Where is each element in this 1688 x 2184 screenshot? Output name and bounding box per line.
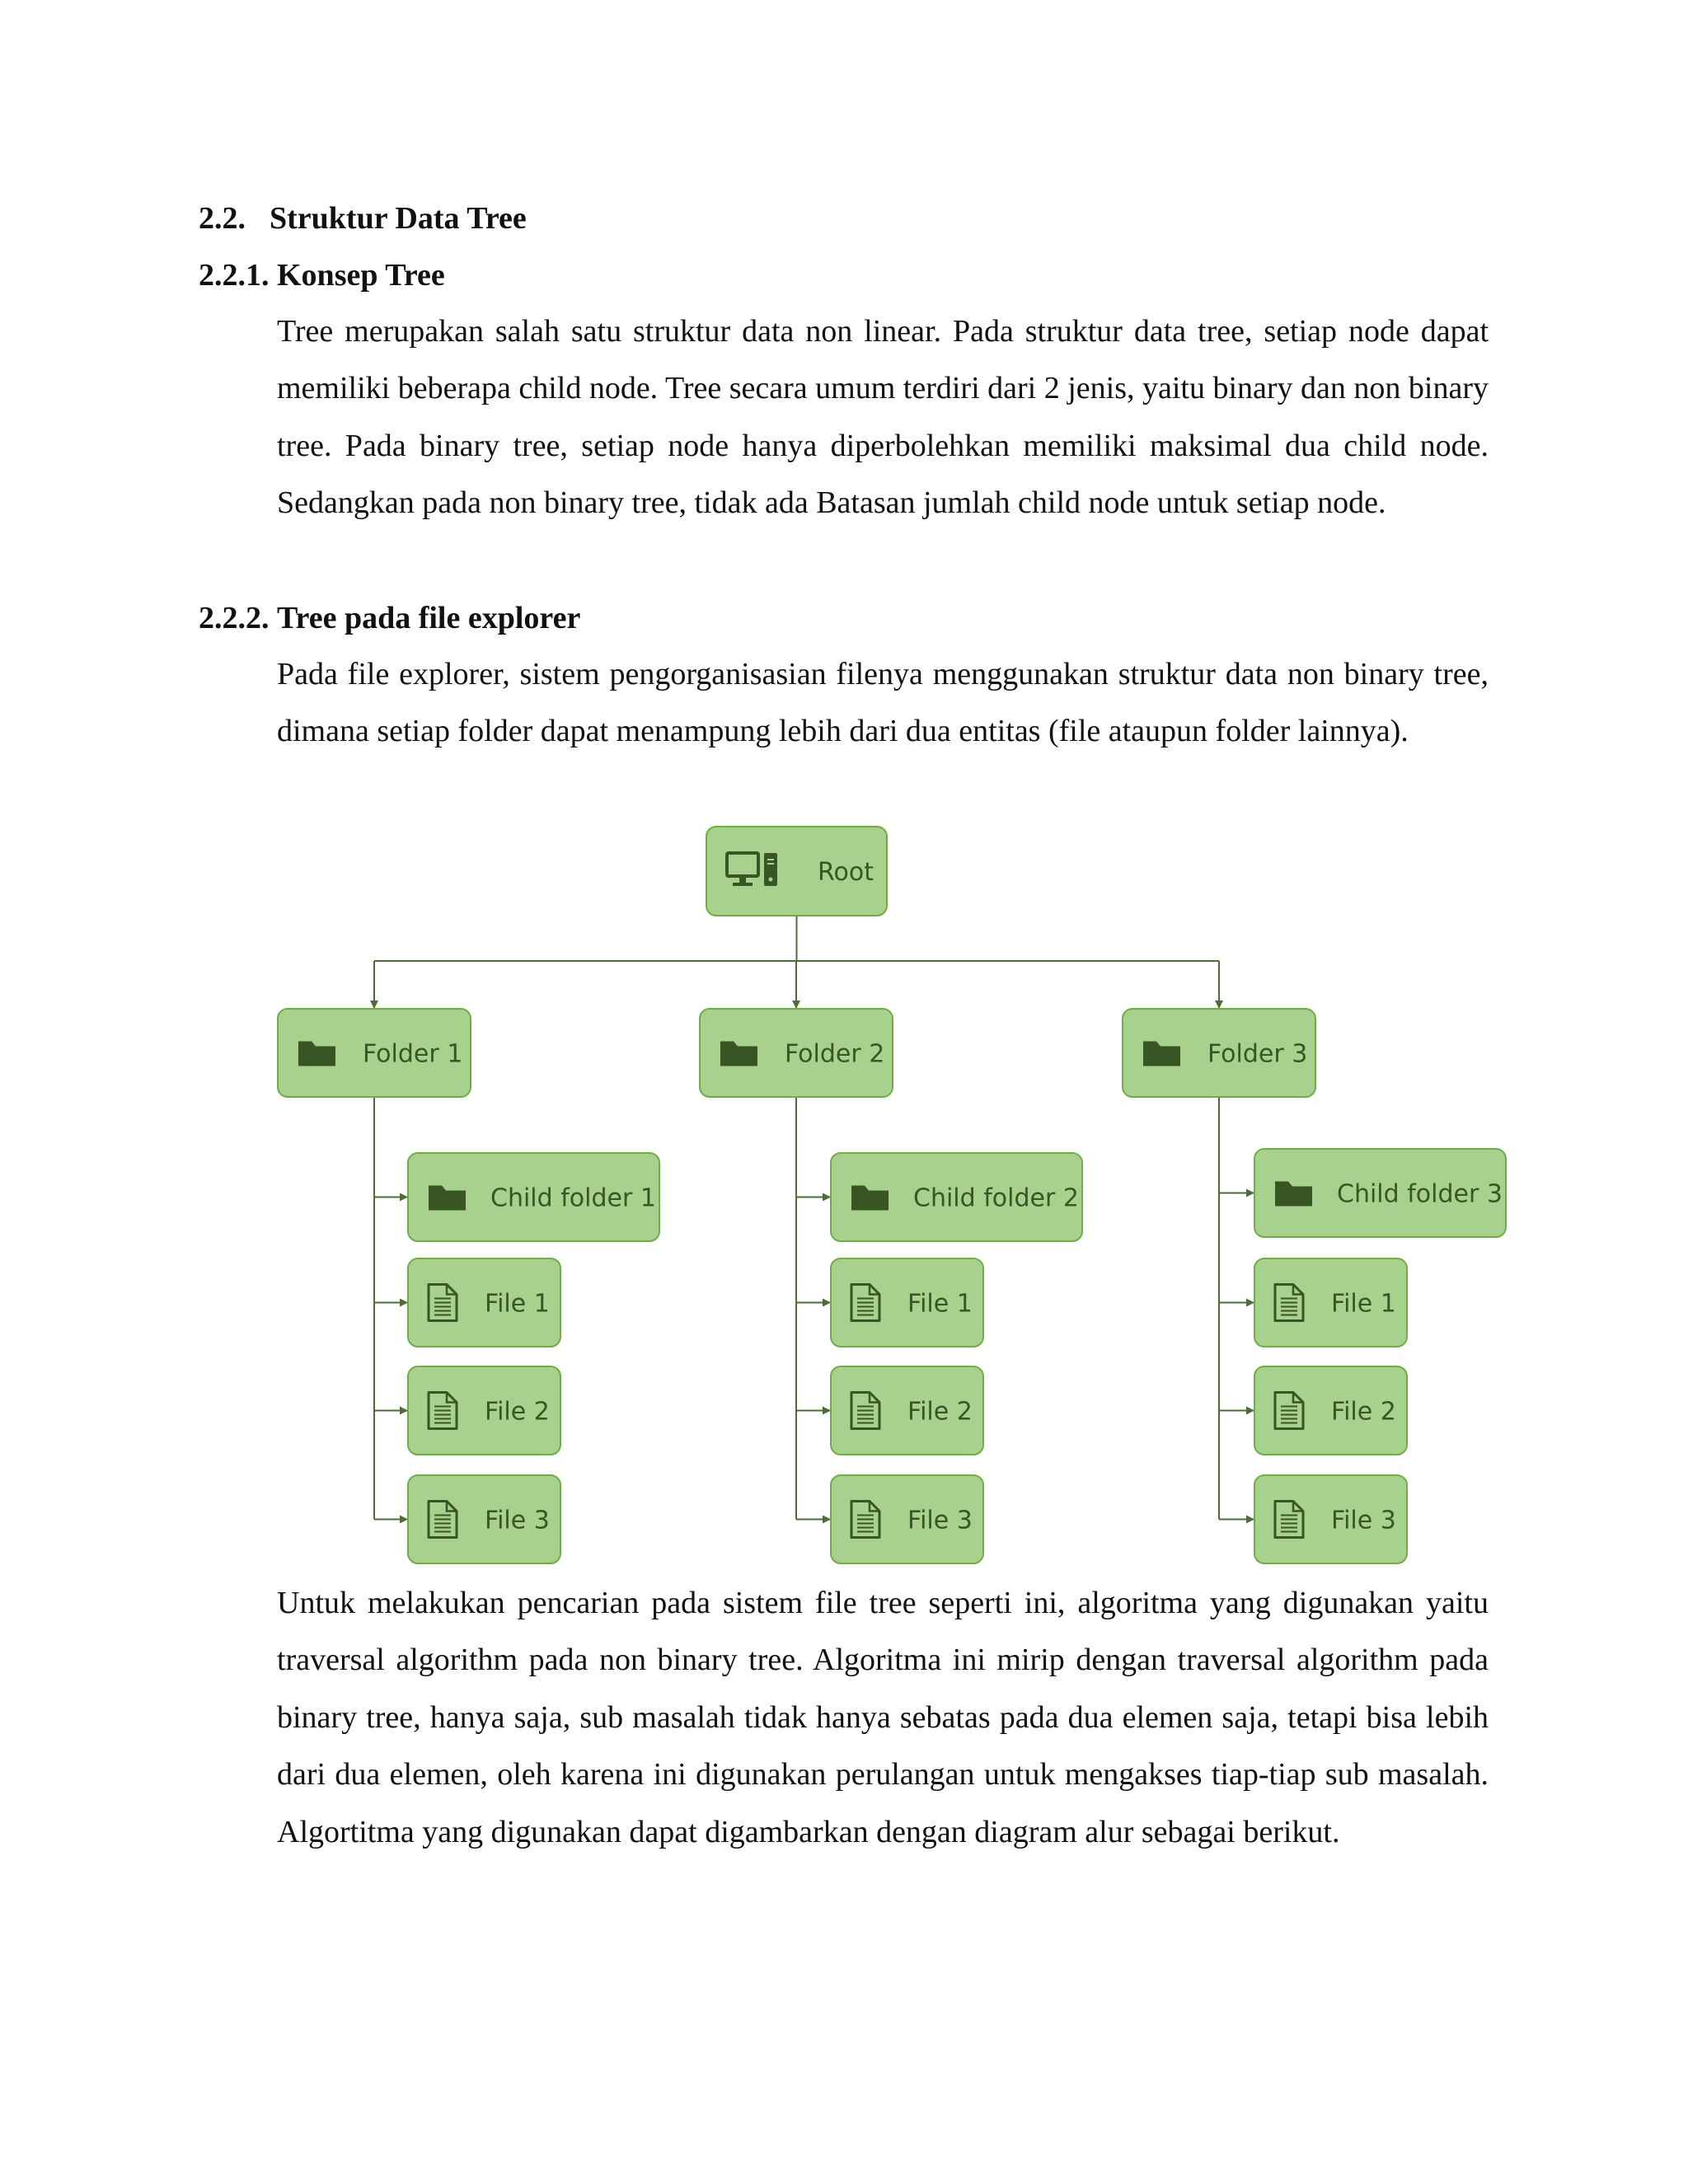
subsection-number-1: 2.2.1.	[199, 258, 270, 293]
root-node	[706, 827, 887, 916]
file-node-1-2	[408, 1258, 560, 1347]
section-number: 2.2.	[199, 201, 246, 236]
folder-node-2-label: Folder 2	[785, 1039, 885, 1069]
file-node-1-2-label: File 1	[485, 1289, 550, 1319]
subsection-number-2: 2.2.2.	[199, 601, 270, 635]
folder-node-3	[1123, 1009, 1315, 1097]
subsection-heading-2	[199, 602, 580, 634]
file-node-3-4	[1254, 1475, 1407, 1563]
section-heading	[199, 203, 527, 234]
child-folder-node-2-1	[831, 1153, 1082, 1241]
paragraph-konsep-tree: Tree merupakan salah satu struktur data non linear. Pada struktur data tree, setiap node dapat memiliki beberapa child node. Tree secara umum terdiri dari 2 jenis, yaitu binary dan non binary tree. Pada binary tree, setiap node hanya diperbolehkan memiliki maksimal dua child node. Sedangkan pada non binary tree, tidak ada Batasan jumlah child node untuk setiap node.	[277, 314, 1489, 521]
file-node-2-3	[831, 1366, 983, 1455]
subsection-title-1: Konsep Tree	[277, 258, 445, 293]
file-node-3-3-label: File 2	[1331, 1397, 1396, 1427]
file-node-3-3	[1254, 1366, 1407, 1455]
file-node-1-4	[408, 1475, 560, 1563]
child-folder-node-1-1-label: Child folder 1	[490, 1183, 656, 1213]
subsection-heading-1	[199, 260, 445, 291]
file-node-3-2-label: File 1	[1331, 1289, 1396, 1319]
file-node-2-2	[831, 1258, 983, 1347]
child-folder-node-2-1-label: Child folder 2	[913, 1183, 1079, 1213]
folder-node-1-label: Folder 1	[363, 1039, 463, 1069]
child-folder-node-3-1-label: Child folder 3	[1337, 1179, 1503, 1209]
section-title: Struktur Data Tree	[270, 201, 527, 236]
child-folder-node-1-1	[408, 1153, 659, 1241]
file-node-2-4-label: File 3	[907, 1506, 973, 1535]
file-node-1-3-label: File 2	[485, 1397, 550, 1427]
file-node-2-2-label: File 1	[907, 1289, 973, 1319]
folder-node-2	[700, 1009, 893, 1097]
file-node-1-4-label: File 3	[485, 1506, 550, 1535]
folder-node-1	[278, 1009, 471, 1097]
diagram-nodes	[278, 827, 1506, 1563]
paragraph-traversal: Untuk melakukan pencarian pada sistem file tree seperti ini, algoritma yang digunakan yaitu traversal algorithm pada non binary tree. Algoritma ini mirip dengan traversal algorithm pada binary tree, hanya saja, sub masalah tidak hanya sebatas pada dua elemen saja, tetapi bisa lebih dari dua elemen, oleh karena ini digunakan perulangan untuk mengakses tiap-tiap sub masalah. Algortitma yang digunakan dapat digambarkan dengan diagram alur sebagai berikut.	[277, 1586, 1489, 1849]
file-node-2-4	[831, 1475, 983, 1563]
file-node-1-3	[408, 1366, 560, 1455]
child-folder-node-3-1	[1254, 1149, 1506, 1237]
file-node-3-2	[1254, 1258, 1407, 1347]
subsection-title-2: Tree pada file explorer	[277, 601, 581, 635]
paragraph-file-explorer: Pada file explorer, sistem pengorganisasian filenya menggunakan struktur data non binary tree, dimana setiap folder dapat menampung lebih dari dua entitas (file ataupun folder lainnya).	[277, 657, 1489, 749]
folder-node-3-label: Folder 3	[1207, 1039, 1308, 1069]
file-node-3-4-label: File 3	[1331, 1506, 1396, 1535]
root-node-label: Root	[818, 858, 874, 887]
file-node-2-3-label: File 2	[907, 1397, 973, 1427]
